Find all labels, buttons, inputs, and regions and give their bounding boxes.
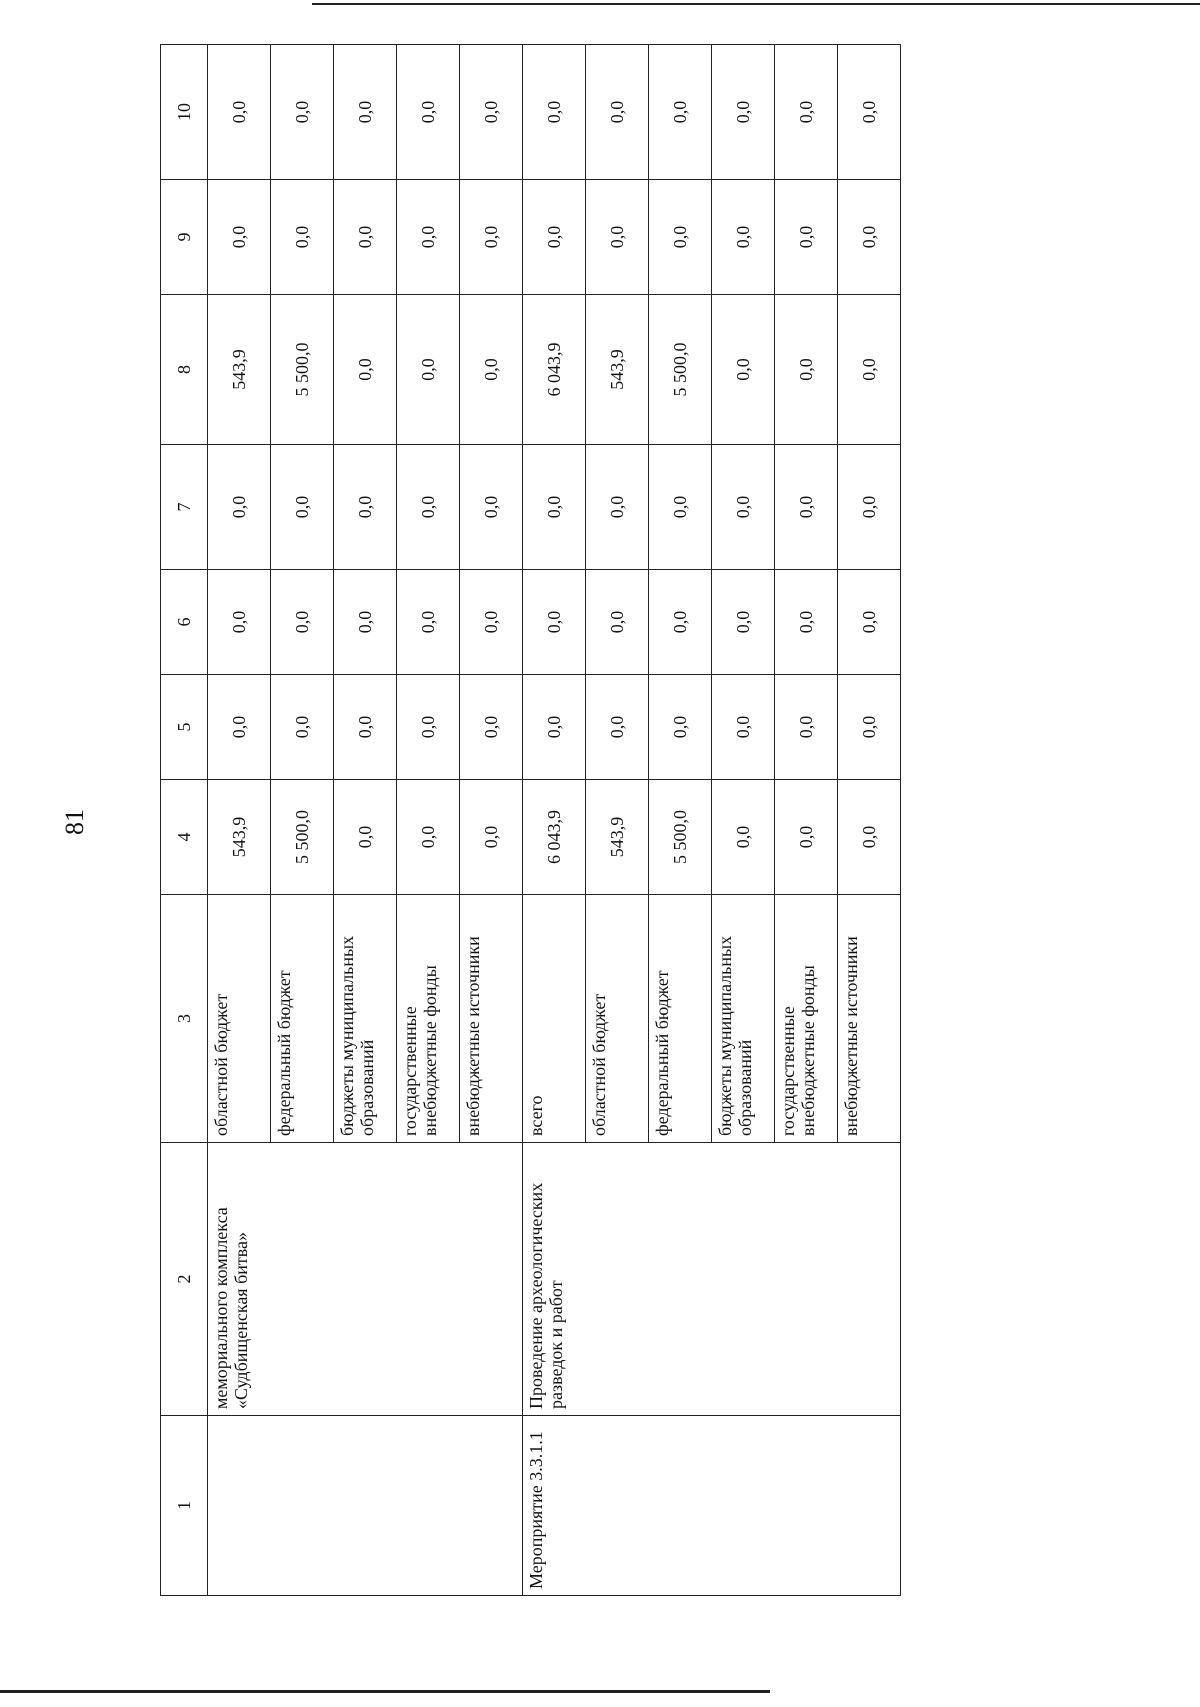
amount-cell: 0,0 <box>838 45 901 180</box>
funding-source-cell: бюджеты муниципальных образований <box>712 895 775 1143</box>
funding-source-cell: внебюджетные источники <box>838 895 901 1143</box>
amount-cell: 0,0 <box>586 570 649 675</box>
amount-cell: 0,0 <box>838 570 901 675</box>
amount-cell: 0,0 <box>460 570 523 675</box>
amount-cell: 0,0 <box>838 180 901 295</box>
amount-cell: 0,0 <box>523 570 586 675</box>
amount-cell: 0,0 <box>397 570 460 675</box>
amount-cell: 0,0 <box>586 45 649 180</box>
column-header: 8 <box>161 295 208 445</box>
amount-cell: 0,0 <box>334 45 397 180</box>
amount-cell: 5 500,0 <box>649 780 712 895</box>
amount-cell: 0,0 <box>838 675 901 780</box>
amount-cell: 0,0 <box>775 780 838 895</box>
amount-cell: 6 043,9 <box>523 295 586 445</box>
funding-source-cell: государственные внебюджетные фонды <box>775 895 838 1143</box>
amount-cell: 0,0 <box>208 445 271 570</box>
amount-cell: 5 500,0 <box>271 295 334 445</box>
amount-cell: 0,0 <box>775 570 838 675</box>
amount-cell: 0,0 <box>460 780 523 895</box>
amount-cell: 0,0 <box>271 570 334 675</box>
amount-cell: 0,0 <box>838 780 901 895</box>
amount-cell: 0,0 <box>397 780 460 895</box>
column-header: 5 <box>161 675 208 780</box>
column-header: 1 <box>161 1416 208 1596</box>
amount-cell: 5 500,0 <box>271 780 334 895</box>
amount-cell: 0,0 <box>334 780 397 895</box>
funding-source-cell: государственные внебюджетные фонды <box>397 895 460 1143</box>
funding-source-cell: областной бюджет <box>586 895 649 1143</box>
amount-cell: 0,0 <box>586 180 649 295</box>
amount-cell: 0,0 <box>586 675 649 780</box>
amount-cell: 0,0 <box>775 45 838 180</box>
column-header: 4 <box>161 780 208 895</box>
amount-cell: 0,0 <box>208 675 271 780</box>
funding-source-cell: внебюджетные источники <box>460 895 523 1143</box>
amount-cell: 0,0 <box>523 445 586 570</box>
amount-cell: 543,9 <box>586 780 649 895</box>
amount-cell: 0,0 <box>271 675 334 780</box>
amount-cell: 0,0 <box>334 570 397 675</box>
funding-source-cell: всего <box>523 895 586 1143</box>
budget-table <box>160 44 901 1596</box>
amount-cell: 0,0 <box>712 295 775 445</box>
amount-cell: 0,0 <box>649 45 712 180</box>
amount-cell: 0,0 <box>775 675 838 780</box>
amount-cell: 0,0 <box>775 445 838 570</box>
amount-cell: 0,0 <box>397 445 460 570</box>
amount-cell: 0,0 <box>523 180 586 295</box>
funding-source-cell: областной бюджет <box>208 895 271 1143</box>
amount-cell: 0,0 <box>460 295 523 445</box>
measure-id-cell <box>208 1416 523 1596</box>
amount-cell: 0,0 <box>397 45 460 180</box>
amount-cell: 543,9 <box>586 295 649 445</box>
amount-cell: 0,0 <box>712 180 775 295</box>
amount-cell: 0,0 <box>775 295 838 445</box>
amount-cell: 0,0 <box>271 180 334 295</box>
amount-cell: 543,9 <box>208 780 271 895</box>
amount-cell: 0,0 <box>271 45 334 180</box>
funding-source-cell: федеральный бюджет <box>649 895 712 1143</box>
amount-cell: 0,0 <box>523 45 586 180</box>
amount-cell: 0,0 <box>649 675 712 780</box>
amount-cell: 0,0 <box>397 675 460 780</box>
amount-cell: 0,0 <box>334 675 397 780</box>
amount-cell: 6 043,9 <box>523 780 586 895</box>
amount-cell: 0,0 <box>397 180 460 295</box>
amount-cell: 5 500,0 <box>649 295 712 445</box>
amount-cell: 543,9 <box>208 295 271 445</box>
amount-cell: 0,0 <box>712 445 775 570</box>
amount-cell: 0,0 <box>712 570 775 675</box>
amount-cell: 0,0 <box>586 445 649 570</box>
column-header: 7 <box>161 445 208 570</box>
measure-name-cell: Проведение археологических разведок и работ <box>523 1143 901 1416</box>
amount-cell: 0,0 <box>775 180 838 295</box>
column-header: 6 <box>161 570 208 675</box>
header-row <box>161 45 208 1596</box>
amount-cell: 0,0 <box>208 180 271 295</box>
funding-source-cell: бюджеты муниципальных образований <box>334 895 397 1143</box>
amount-cell: 0,0 <box>334 180 397 295</box>
column-header: 10 <box>161 45 208 180</box>
amount-cell: 0,0 <box>712 45 775 180</box>
rotated-table-container <box>160 45 879 1596</box>
column-header: 3 <box>161 895 208 1143</box>
amount-cell: 0,0 <box>838 295 901 445</box>
amount-cell: 0,0 <box>649 445 712 570</box>
column-header: 9 <box>161 180 208 295</box>
amount-cell: 0,0 <box>649 180 712 295</box>
amount-cell: 0,0 <box>460 445 523 570</box>
bottom-scan-edge <box>0 1690 770 1693</box>
amount-cell: 0,0 <box>271 445 334 570</box>
amount-cell: 0,0 <box>460 45 523 180</box>
amount-cell: 0,0 <box>712 780 775 895</box>
amount-cell: 0,0 <box>397 295 460 445</box>
amount-cell: 0,0 <box>208 45 271 180</box>
amount-cell: 0,0 <box>649 570 712 675</box>
amount-cell: 0,0 <box>523 675 586 780</box>
measure-id-cell: Мероприятие 3.3.1.1 <box>523 1416 901 1596</box>
page-number: 81 <box>60 809 89 835</box>
amount-cell: 0,0 <box>838 445 901 570</box>
table-row <box>523 45 586 1596</box>
amount-cell: 0,0 <box>460 180 523 295</box>
table-row <box>208 45 271 1596</box>
funding-source-cell: федеральный бюджет <box>271 895 334 1143</box>
top-scan-edge <box>312 3 1200 5</box>
amount-cell: 0,0 <box>208 570 271 675</box>
amount-cell: 0,0 <box>460 675 523 780</box>
measure-name-cell: мемориального комплекса «Судбищенская битва» <box>208 1143 523 1416</box>
amount-cell: 0,0 <box>334 445 397 570</box>
amount-cell: 0,0 <box>334 295 397 445</box>
amount-cell: 0,0 <box>712 675 775 780</box>
column-header: 2 <box>161 1143 208 1416</box>
